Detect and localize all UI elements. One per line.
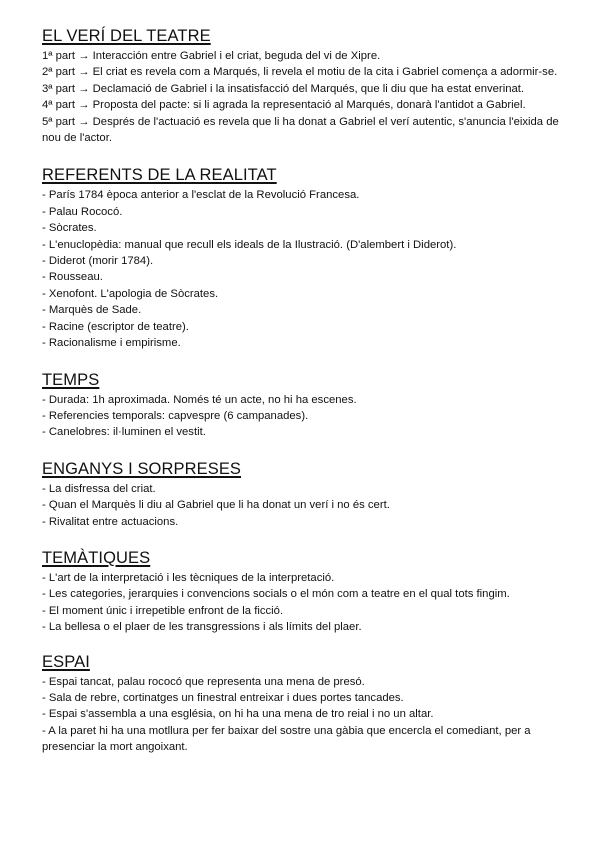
section-heading: ESPAI <box>42 652 90 671</box>
section-heading: ENGANYS I SORPRESES <box>42 459 242 478</box>
section-line: - Racionalisme i empirisme. <box>42 337 181 350</box>
section-line: - Rivalitat entre actuacions. <box>42 515 179 528</box>
section-line: 5ª part → Després de l'actuació es revela que li ha donat a Gabriel el verí autentic, s'anuncia l'eixida de nou de l'actor. <box>42 115 559 145</box>
section-line: - París 1784 època anterior a l'esclat de la Revolució Francesa. <box>42 189 360 202</box>
section-line: - El moment únic i irrepetible enfront de la ficció. <box>42 604 284 617</box>
section-line: 3ª part → Declamació de Gabriel i la insatisfacció del Marqués, que li diu que ha estat enverinat. <box>42 82 525 95</box>
section-line: - Referencies temporals: capvespre (6 campanades). <box>42 409 309 422</box>
section-line: - Sòcrates. <box>42 222 97 235</box>
section-referents-de-la-realitat <box>42 165 562 351</box>
section-line: - L'art de la interpretació i les tècniques de la interpretació. <box>42 571 335 584</box>
section-line: - Espai tancat, palau rococó que representa una mena de presó. <box>42 675 365 688</box>
section-espai <box>42 652 562 756</box>
section-heading: TEMÀTIQUES <box>42 548 151 567</box>
section-enganys-i-sorpreses <box>42 459 562 530</box>
section-line: - Rousseau. <box>42 271 103 284</box>
section-line: - Diderot (morir 1784). <box>42 255 154 268</box>
section-line: - A la paret hi ha una motllura per fer baixar del sostre una gàbia que encercla el comediant, per a presenciar la mort angoixant. <box>42 724 531 754</box>
section-line: 1ª part → Interacción entre Gabriel i el criat, beguda del vi de Xipre. <box>42 50 381 62</box>
section-heading: TEMPS <box>42 370 100 389</box>
section-line: 2ª part → El criat es revela com a Marqués, li revela el motiu de la cita i Gabriel comença a adormir-se. <box>42 66 558 79</box>
document-page <box>42 26 562 756</box>
section-line: - Xenofont. L'apologia de Sòcrates. <box>42 287 219 300</box>
section-line: - Sala de rebre, cortinatges un finestral entreixar i dues portes tancades. <box>42 691 404 704</box>
section-line: - Racine (escriptor de teatre). <box>42 320 189 333</box>
section-el-veri-del-teatre <box>42 26 562 146</box>
section-line: - Marquès de Sade. <box>42 304 142 317</box>
section-line: - Canelobres: il·luminen el vestit. <box>42 426 206 439</box>
section-line: - Durada: 1h aproximada. Només té un acte, no hi ha escenes. <box>42 393 357 406</box>
section-line: - La bellesa o el plaer de les transgressions i als límits del plaer. <box>42 621 362 634</box>
section-line: - Palau Rococó. <box>42 205 123 218</box>
section-line: - La disfressa del criat. <box>42 482 156 495</box>
section-tematiques <box>42 548 562 636</box>
section-heading: EL VERÍ DEL TEATRE <box>42 27 211 45</box>
section-line: - Quan el Marquès li diu al Gabriel que li ha donat un verí i no és cert. <box>42 499 390 512</box>
section-line: - Espai s'assembla a una església, on hi ha una mena de tro reial i no un altar. <box>42 708 434 721</box>
section-line: 4ª part → Proposta del pacte: si li agrada la representació al Marqués, donarà l'antidot a Gabriel. <box>42 99 526 112</box>
section-heading: REFERENTS DE LA REALITAT <box>42 166 277 185</box>
section-temps <box>42 370 562 441</box>
section-line: - Les categories, jerarquies i convencions socials o el món com a teatre en el qual tots fingim. <box>42 588 510 601</box>
section-line: - L'enuclopèdia: manual que recull els ideals de la Ilustració. (D'alembert i Diderot). <box>42 238 457 251</box>
